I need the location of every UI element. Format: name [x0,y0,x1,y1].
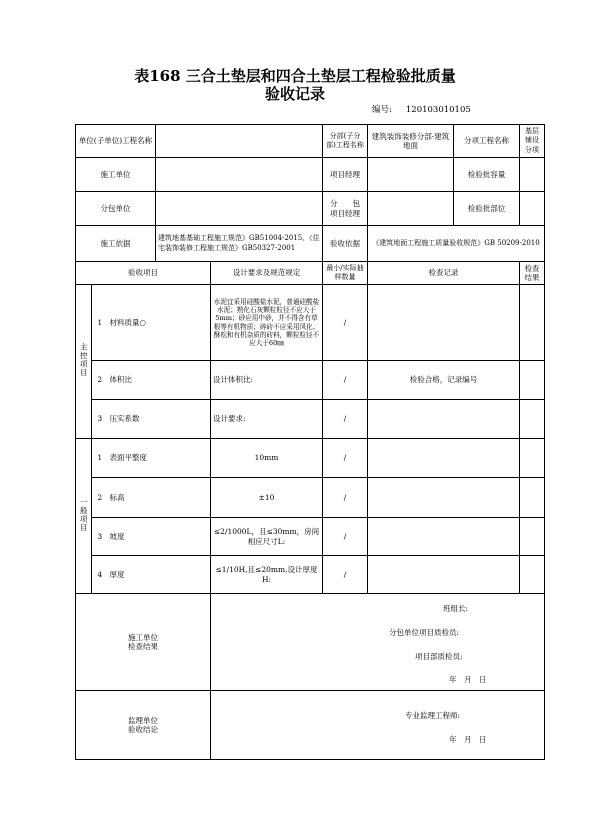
item-record[interactable] [368,556,520,594]
item-record[interactable] [368,285,520,361]
item-no: 2 [92,478,108,518]
main-item-row [76,400,545,439]
item-result[interactable] [520,439,545,478]
construction-check-signatures [211,594,545,691]
item-name: 压实系数 [108,400,211,439]
header-row-project [76,125,545,158]
construction-unit-label: 施工单位 [76,158,156,192]
item-no: 3 [92,518,108,556]
header-row-subcontract [76,192,545,226]
header-row-construction [76,158,545,192]
item-record[interactable]: 检验合格，记录编号 [368,361,520,400]
item-sampling[interactable]: / [323,518,368,556]
item-sampling[interactable]: / [323,361,368,400]
project-manager-value[interactable] [368,158,454,192]
item-result[interactable] [520,518,545,556]
item-name: 坡度 [108,518,211,556]
item-result[interactable] [520,361,545,400]
item-record[interactable] [368,400,520,439]
item-requirement: ≤1/10H,且≤20mm,设计厚度H: [211,556,323,594]
col-requirement: 设计要求及规范规定 [211,262,323,285]
main-item-row [76,285,545,361]
project-manager-label: 项目经理 [323,158,368,192]
item-sampling[interactable]: / [323,556,368,594]
form-title-line2: 验收记录 [264,85,325,103]
col-result: 检查结果 [520,262,545,285]
construction-check-row [76,594,545,691]
main-group-label: 主控项目 [76,285,92,439]
item-name: 表面平整度 [108,439,211,478]
item-result[interactable] [520,400,545,439]
item-record[interactable] [368,518,520,556]
header-row-basis [76,226,545,262]
supervision-check-row [76,691,545,760]
item-no: 3 [92,400,108,439]
item-result[interactable] [520,285,545,361]
item-name: 材料质量○ [108,285,211,361]
team-leader-label: 班组长: [443,604,469,613]
item-requirement: 水泥宜采用硅酸盐水泥，普通硅酸盐水泥；熟化石灰颗粒粒径不应大于5mm；砂应用中砂，并不得含有草根等有机物质；碎砖不应采用风化、酥松和有机杂质的砖料，颗粒粒径不应大于60㎜ [211,285,323,361]
item-requirement: ±10 [211,478,323,518]
subcontract-manager-value[interactable] [368,192,454,226]
batch-location-value[interactable] [520,192,545,226]
construction-check-label: 施工单位 检查结果 [76,594,211,691]
item-sampling[interactable]: / [323,400,368,439]
batch-capacity-label: 检验批容量 [454,158,520,192]
sub-item-value[interactable]: 基层铺设分项 [520,125,545,158]
col-record: 检查记录 [368,262,520,285]
general-item-row [76,439,545,478]
construction-unit-value[interactable] [156,158,323,192]
item-no: 1 [92,285,108,361]
subdivision-value[interactable]: 建筑装饰装修分部-建筑地面 [368,125,454,158]
code-value: 120103010105 [405,105,471,115]
subcontract-unit-label: 分包单位 [76,192,156,226]
supervision-check-signatures [211,691,545,760]
general-item-row [76,478,545,518]
engineer-label: 专业监理工程师: [405,711,461,720]
item-record[interactable] [368,478,520,518]
sub-inspector-label: 分包单位项目质检员: [389,628,460,637]
general-item-row [76,556,545,594]
batch-capacity-value[interactable] [520,158,545,192]
item-name: 标高 [108,478,211,518]
check-date: 年 月 日 [449,675,487,684]
form-code [372,104,485,116]
project-inspector-label: 项目部质检员: [415,652,463,661]
form-title-line1: 表168 三合土垫层和四合土垫层工程检验批质量 [134,67,456,85]
item-sampling[interactable]: / [323,478,368,518]
acceptance-basis-value[interactable]: 《建筑地面工程施工质量验收规范》GB 50209-2010 [368,226,545,262]
item-result[interactable] [520,478,545,518]
item-requirement: ≤2/1000L，且≤30mm，房间相应尺寸L: [211,518,323,556]
main-item-row [76,361,545,400]
item-requirement: 设计体积比: [211,361,323,400]
item-no: 1 [92,439,108,478]
code-label: 编号: [372,105,392,115]
item-requirement: 10mm [211,439,323,478]
subcontract-unit-value[interactable] [156,192,323,226]
general-item-row [76,518,545,556]
unit-project-value[interactable] [156,125,323,158]
item-no: 2 [92,361,108,400]
subdivision-label: 分部(子分部)工程名称 [323,125,368,158]
general-group-label: 一般项目 [76,439,92,594]
item-record[interactable] [368,439,520,478]
item-name: 厚度 [108,556,211,594]
item-sampling[interactable]: / [323,285,368,361]
subcontract-manager-label: 分 包 项目经理 [323,192,368,226]
basis-label: 施工依据 [76,226,156,262]
supervision-check-label: 监理单位 验收结论 [76,691,211,760]
item-requirement: 设计要求: [211,400,323,439]
supervision-date: 年 月 日 [449,735,487,744]
sub-item-label: 分项工程名称 [454,125,520,158]
inspection-table [75,124,545,760]
acceptance-basis-label: 验收依据 [323,226,368,262]
item-no: 4 [92,556,108,594]
unit-project-label: 单位(子单位)工程名称 [76,125,156,158]
item-sampling[interactable]: / [323,439,368,478]
item-result[interactable] [520,556,545,594]
item-name: 体积比 [108,361,211,400]
batch-location-label: 检验批部位 [454,192,520,226]
col-item: 验收项目 [76,262,211,285]
col-sampling: 最小/实际抽样数量 [323,262,368,285]
basis-value[interactable]: 建筑地基基础工程施工规范》GB51004-2015、《住宅装饰装修工程施工规范》GB50327-2001 [156,226,323,262]
column-header-row [76,262,545,285]
